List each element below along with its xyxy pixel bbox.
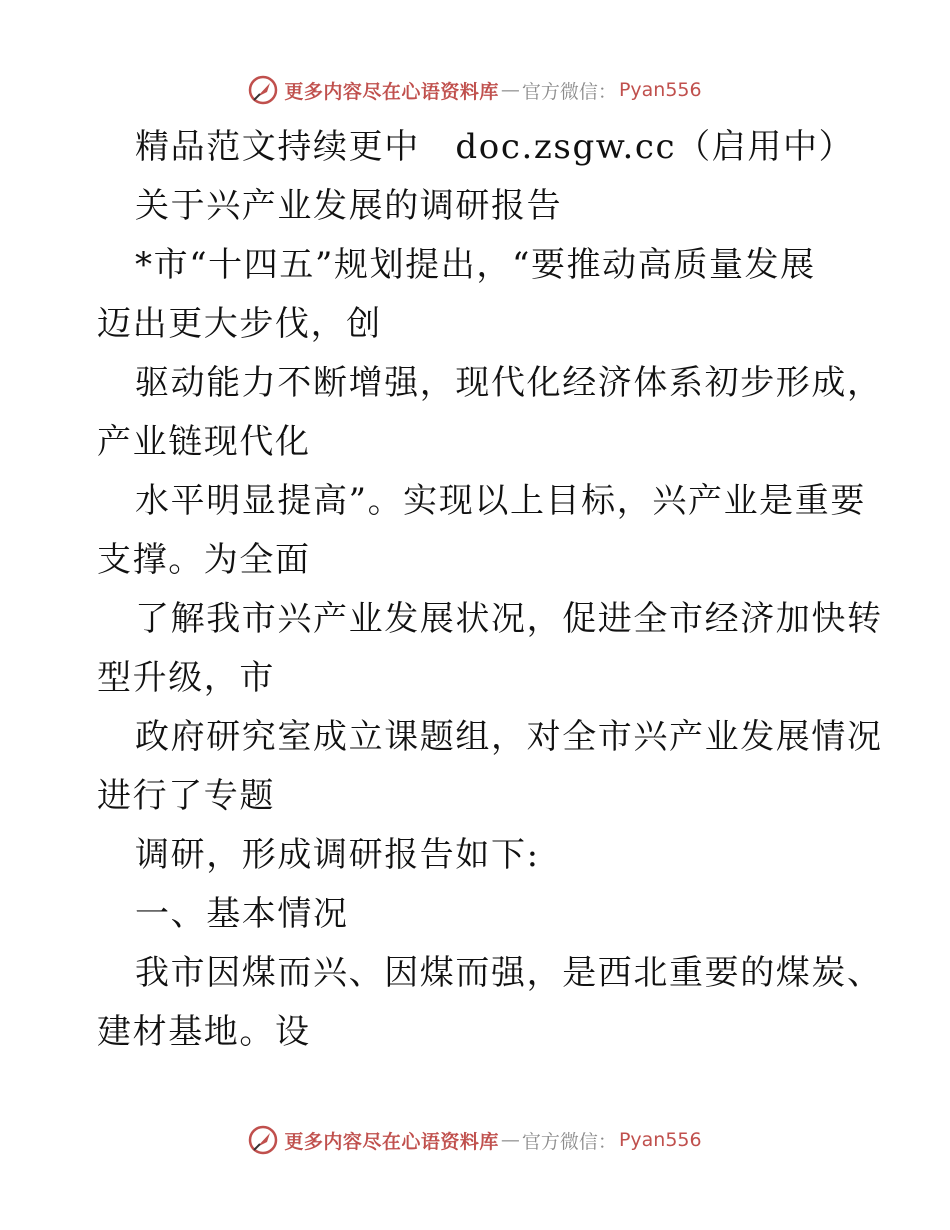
doc-title: 关于兴产业发展的调研报告 bbox=[135, 186, 563, 226]
doc-line: 调研，形成调研报告如下: bbox=[135, 835, 540, 875]
document-body bbox=[97, 118, 883, 1062]
doc-line: 型升级，市 bbox=[97, 658, 275, 698]
doc-line: 驱动能力不断增强，现代化经济体系初步形成， bbox=[135, 363, 883, 403]
doc-line-site-notice: 精品范文持续更中 doc.zsgw.cc（启用中） bbox=[135, 127, 855, 167]
doc-line: 建材基地。设 bbox=[97, 1012, 311, 1052]
watermark-label: 官方微信： bbox=[521, 80, 617, 103]
watermark-wechat-id: Pyan556 bbox=[618, 79, 702, 101]
watermark-brand: 更多内容尽在心语资料库 bbox=[284, 80, 499, 103]
watermark-separator: — bbox=[500, 79, 520, 101]
watermark-wechat-id: Pyan556 bbox=[618, 1129, 702, 1151]
doc-line: 水平明显提高”。实现以上目标，兴产业是重要 bbox=[135, 481, 866, 521]
feather-pen-logo-icon bbox=[248, 1125, 278, 1155]
doc-line: 支撑。为全面 bbox=[97, 540, 311, 580]
section-heading: 一、基本情况 bbox=[135, 894, 349, 934]
watermark-brand: 更多内容尽在心语资料库 bbox=[284, 1130, 499, 1153]
watermark-separator: — bbox=[500, 1129, 520, 1151]
footer-watermark bbox=[0, 1120, 950, 1160]
doc-line: 迈出更大步伐，创 bbox=[97, 304, 382, 344]
doc-line: 我市因煤而兴、因煤而强，是西北重要的煤炭、 bbox=[135, 953, 883, 993]
watermark-label: 官方微信： bbox=[521, 1130, 617, 1153]
doc-line: 进行了专题 bbox=[97, 776, 275, 816]
doc-line: *市“十四五”规划提出，“要推动高质量发展 bbox=[135, 245, 816, 285]
doc-line: 政府研究室成立课题组，对全市兴产业发展情况 bbox=[135, 717, 883, 757]
doc-line: 了解我市兴产业发展状况，促进全市经济加快转 bbox=[135, 599, 883, 639]
feather-pen-logo-icon bbox=[248, 75, 278, 105]
header-watermark bbox=[0, 70, 950, 110]
doc-line: 产业链现代化 bbox=[97, 422, 311, 462]
